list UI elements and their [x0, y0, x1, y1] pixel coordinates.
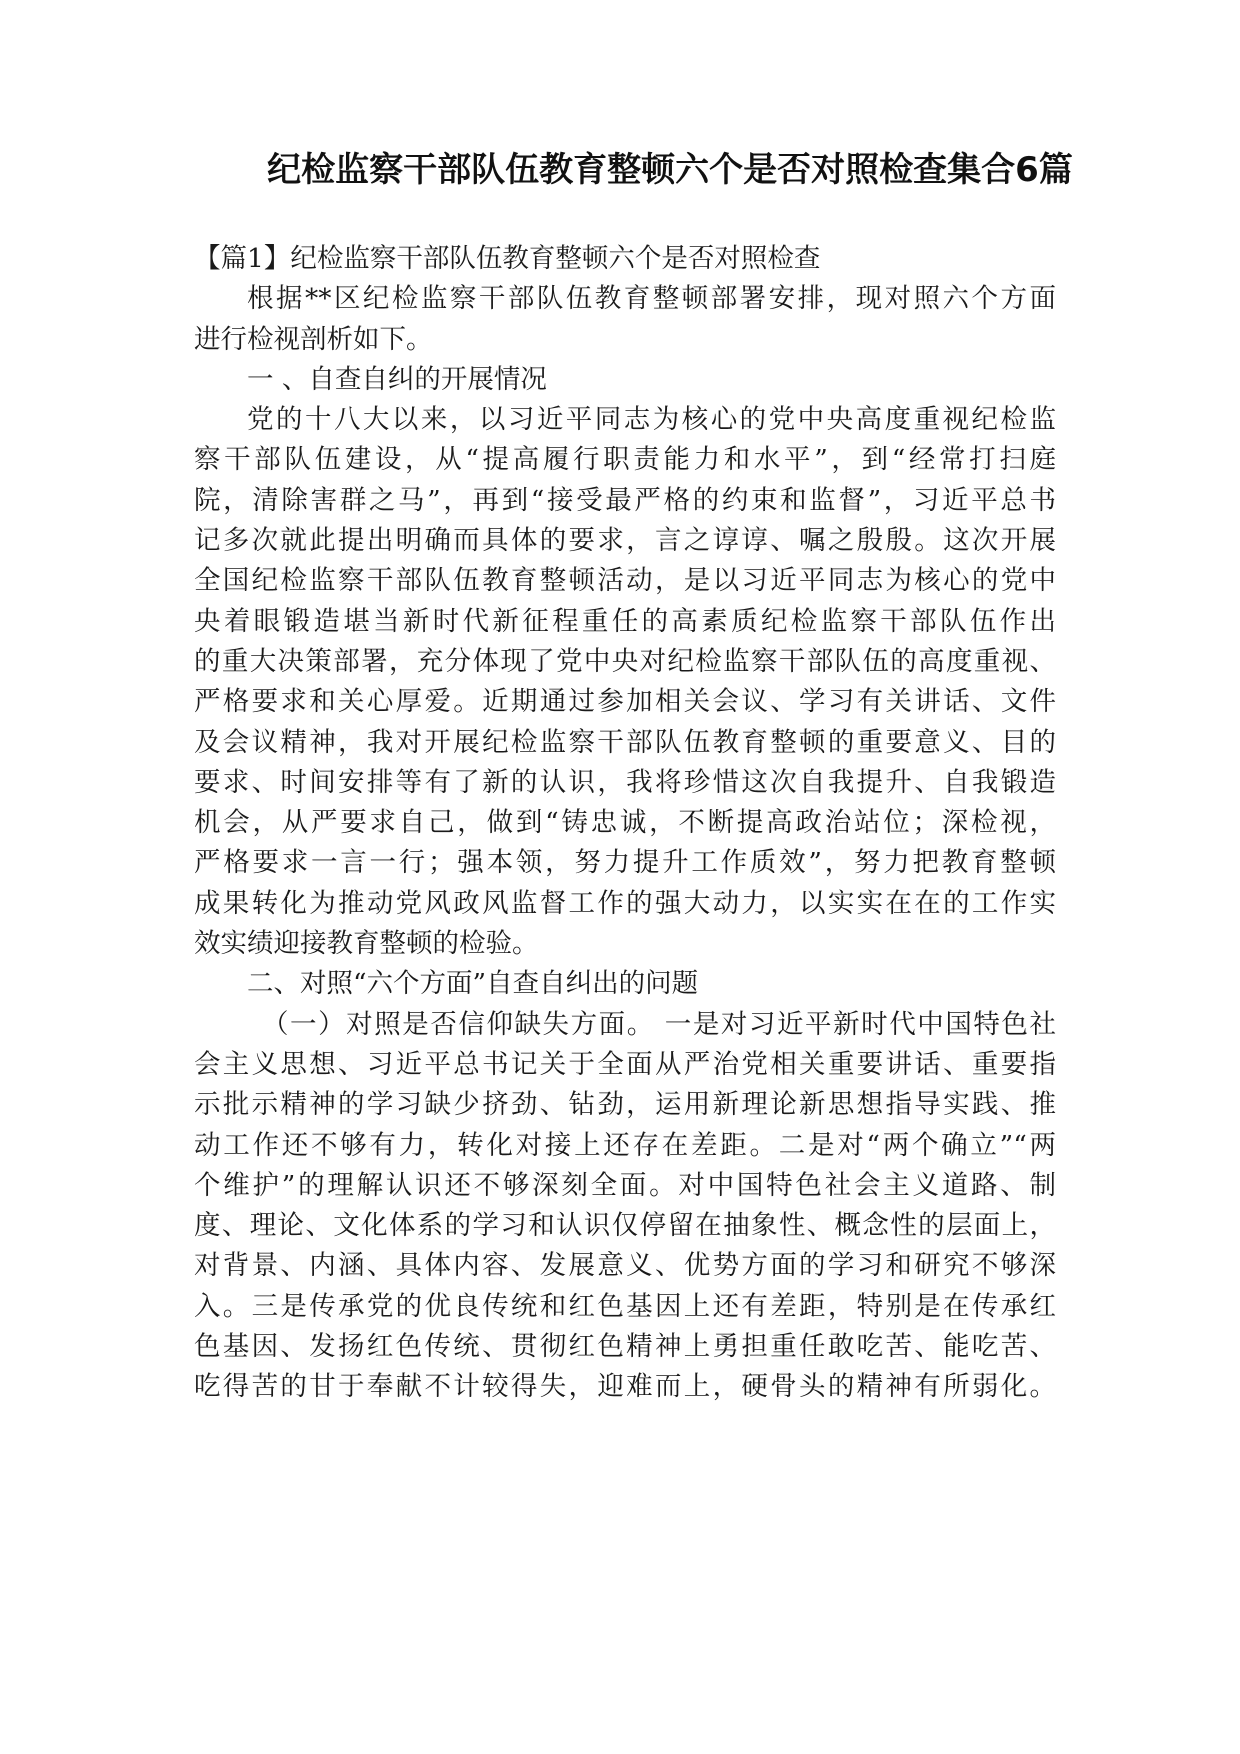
- paragraph-line: 个维护”的理解认识还不够深刻全面。对中国特色社会主义道路、制: [194, 1169, 1056, 1201]
- paragraph-line: 效实绩迎接教育整顿的检验。: [194, 928, 539, 960]
- document-body: [194, 239, 1056, 1408]
- paragraph-line: 成果转化为推动党风政风监督工作的强大动力，以实实在在的工作实: [194, 887, 1056, 919]
- paragraph-line: 根据**区纪检监察干部队伍教育整顿部署安排，现对照六个方面: [247, 283, 1056, 315]
- paragraph-line: 严格要求一言一行；强本领，努力提升工作质效”，努力把教育整顿: [194, 847, 1056, 879]
- paragraph-line: 对背景、内涵、具体内容、发展意义、优势方面的学习和研究不够深: [194, 1250, 1056, 1282]
- section-heading: 【篇1】纪检监察干部队伍教育整顿六个是否对照检查: [194, 243, 821, 274]
- paragraph-line: 院，清除害群之马”，再到“接受最严格的约束和监督”，习近平总书: [194, 484, 1056, 516]
- paragraph-line: 记多次就此提出明确而具体的要求，言之谆谆、嘱之殷殷。这次开展: [194, 525, 1056, 557]
- paragraph-line: 察干部队伍建设，从“提高履行职责能力和水平”，到“经常打扫庭: [194, 444, 1056, 476]
- paragraph-line: 度、理论、文化体系的学习和认识仅停留在抽象性、概念性的层面上，: [194, 1210, 1056, 1242]
- paragraph-line: 党的十八大以来，以习近平同志为核心的党中央高度重视纪检监: [247, 404, 1056, 436]
- subheading: 一 、自查自纠的开展情况: [247, 363, 547, 395]
- paragraph-line: 入。三是传承党的优良传统和红色基因上还有差距，特别是在传承红: [194, 1290, 1056, 1322]
- paragraph-line: 色基因、发扬红色传统、贯彻红色精神上勇担重任敢吃苦、能吃苦、: [194, 1331, 1056, 1363]
- paragraph-line: 全国纪检监察干部队伍教育整顿活动，是以习近平同志为核心的党中: [194, 565, 1056, 597]
- paragraph-line: 动工作还不够有力，转化对接上还存在差距。二是对“两个确立”“两: [194, 1129, 1056, 1161]
- document-title: 纪检监察干部队伍教育整顿六个是否对照检查集合6篇: [267, 150, 1073, 190]
- paragraph-line: 吃得苦的甘于奉献不计较得失，迎难而上，硬骨头的精神有所弱化。: [194, 1371, 1056, 1403]
- paragraph-line: 机会，从严要求自己，做到“铸忠诚，不断提高政治站位；深检视，: [194, 807, 1056, 839]
- paragraph-line: 及会议精神，我对开展纪检监察干部队伍教育整顿的重要意义、目的: [194, 726, 1056, 758]
- paragraph-line: 会主义思想、习近平总书记关于全面从严治党相关重要讲话、重要指: [194, 1048, 1056, 1080]
- paragraph-line: 的重大决策部署，充分体现了党中央对纪检监察干部队伍的高度重视、: [194, 645, 1056, 677]
- subheading: 二、对照“六个方面”自查自纠出的问题: [247, 968, 699, 1000]
- paragraph-line: （一）对照是否信仰缺失方面。 一是对习近平新时代中国特色社: [262, 1008, 1056, 1040]
- paragraph-line: 严格要求和关心厚爱。近期通过参加相关会议、学习有关讲话、文件: [194, 686, 1056, 718]
- paragraph-line: 进行检视剖析如下。: [194, 323, 433, 355]
- paragraph-line: 央着眼锻造堪当新时代新征程重任的高素质纪检监察干部队伍作出: [194, 605, 1056, 637]
- paragraph-line: 要求、时间安排等有了新的认识，我将珍惜这次自我提升、自我锻造: [194, 766, 1056, 798]
- paragraph-line: 示批示精神的学习缺少挤劲、钻劲，运用新理论新思想指导实践、推: [194, 1089, 1056, 1121]
